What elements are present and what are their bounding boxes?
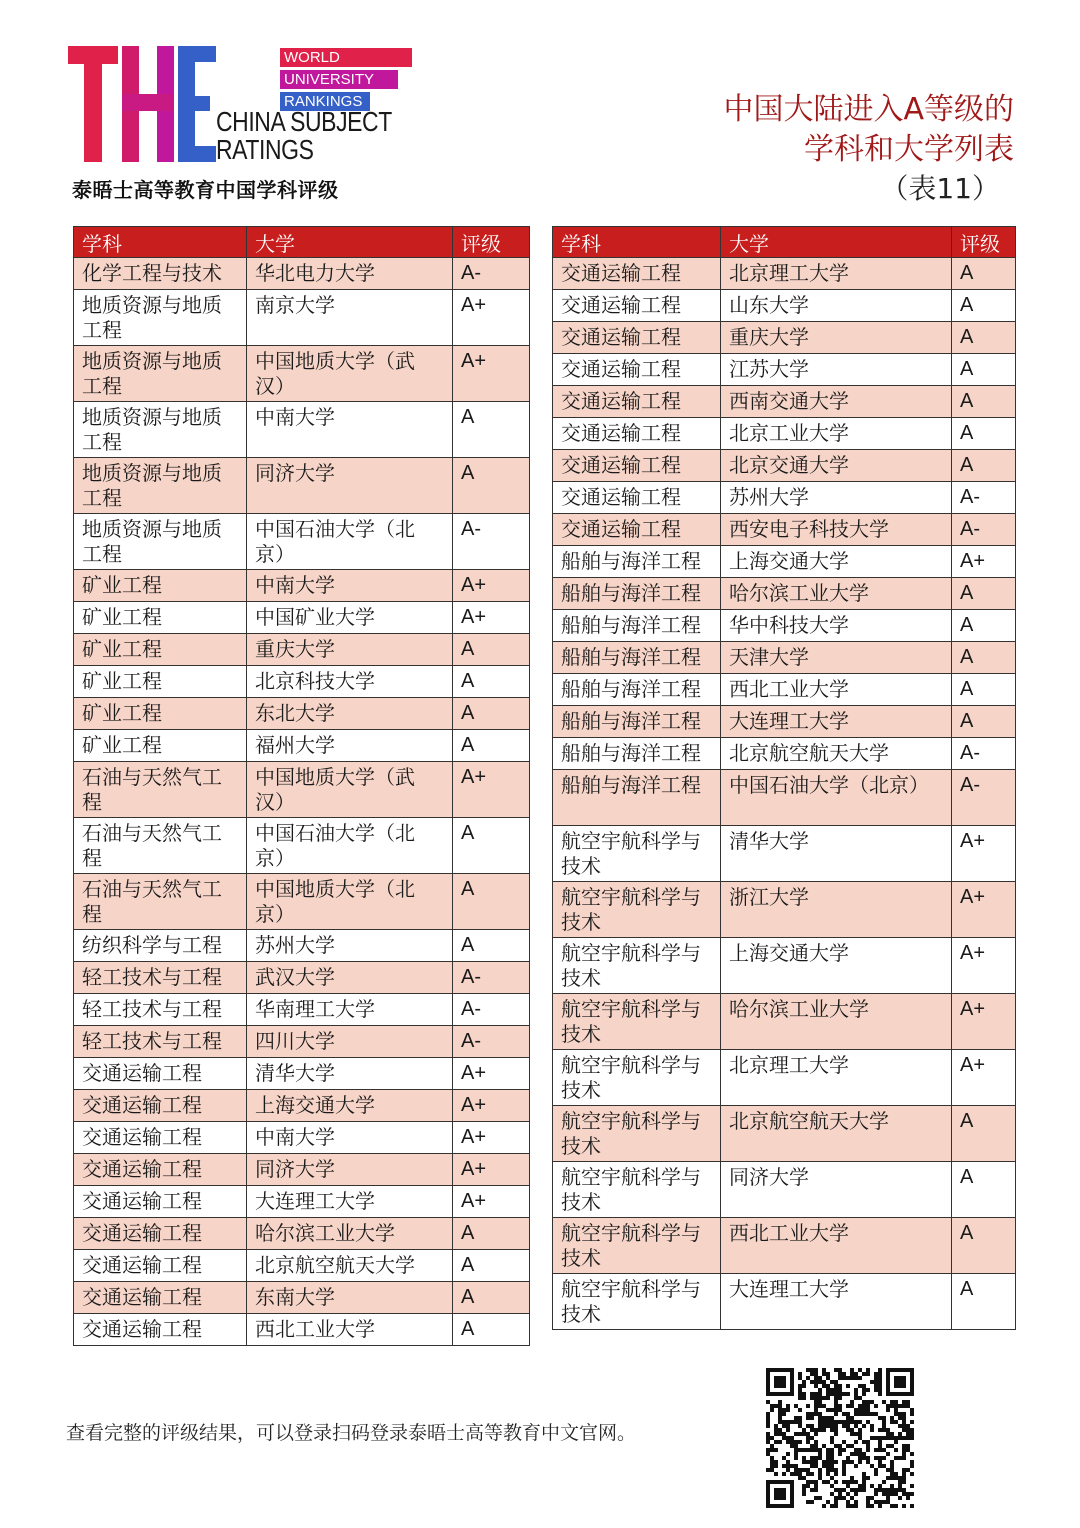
cell-rating: A: [952, 322, 1016, 354]
cell-university: 重庆大学: [721, 322, 952, 354]
table-row: [74, 402, 530, 458]
cell-university: 西南交通大学: [721, 386, 952, 418]
header-subject: 学科: [553, 227, 721, 258]
cell-rating: A: [952, 1274, 1016, 1330]
logo-subject-line1: CHINA SUBJECT: [216, 106, 392, 137]
cell-subject: 矿业工程: [74, 730, 247, 762]
cell-subject: 纺织科学与工程: [74, 930, 247, 962]
cell-subject: 交通运输工程: [74, 1122, 247, 1154]
cell-subject: 地质资源与地质工程: [74, 514, 247, 570]
cell-rating: A+: [952, 826, 1016, 882]
cell-rating: A: [453, 1314, 530, 1346]
cell-university: 北京理工大学: [721, 258, 952, 290]
cell-subject: 航空宇航科学与技术: [553, 994, 721, 1050]
table-row: [74, 874, 530, 930]
heading-line2: 学科和大学列表: [804, 132, 1014, 167]
cell-rating: A: [952, 418, 1016, 450]
cell-rating: A-: [453, 514, 530, 570]
cell-rating: A: [453, 930, 530, 962]
cell-university: 苏州大学: [721, 482, 952, 514]
cell-university: 浙江大学: [721, 882, 952, 938]
table-row: [74, 602, 530, 634]
cell-rating: A-: [952, 738, 1016, 770]
table-row: [74, 994, 530, 1026]
table-header-row: [553, 227, 1016, 258]
cell-subject: 航空宇航科学与技术: [553, 938, 721, 994]
cell-subject: 轻工技术与工程: [74, 994, 247, 1026]
table-row: [74, 1186, 530, 1218]
table-row: [74, 1058, 530, 1090]
cell-university: 东北大学: [247, 698, 453, 730]
cell-rating: A+: [952, 938, 1016, 994]
cell-rating: A+: [952, 546, 1016, 578]
cell-rating: A: [952, 290, 1016, 322]
table-row: [553, 386, 1016, 418]
cell-subject: 船舶与海洋工程: [553, 674, 721, 706]
cell-university: 哈尔滨工业大学: [721, 994, 952, 1050]
table-row: [74, 666, 530, 698]
table-row: [74, 730, 530, 762]
cell-university: 苏州大学: [247, 930, 453, 962]
table-row: [553, 418, 1016, 450]
logo-subject-line2: RATINGS: [216, 134, 314, 165]
cell-subject: 船舶与海洋工程: [553, 546, 721, 578]
cell-rating: A: [952, 1162, 1016, 1218]
table-row: [74, 514, 530, 570]
cell-university: 北京工业大学: [721, 418, 952, 450]
cell-subject: 石油与天然气工程: [74, 762, 247, 818]
cell-rating: A: [952, 354, 1016, 386]
cell-university: 大连理工大学: [721, 1274, 952, 1330]
ratings-table-right: [552, 226, 1016, 1330]
table-row: [74, 818, 530, 874]
cell-subject: 交通运输工程: [74, 1154, 247, 1186]
heading-table-number: （表11）: [880, 172, 1000, 205]
cell-subject: 交通运输工程: [553, 386, 721, 418]
cell-university: 华南理工大学: [247, 994, 453, 1026]
cell-rating: A: [453, 634, 530, 666]
cell-university: 上海交通大学: [721, 546, 952, 578]
cell-subject: 交通运输工程: [74, 1250, 247, 1282]
cell-subject: 船舶与海洋工程: [553, 642, 721, 674]
cell-university: 同济大学: [247, 1154, 453, 1186]
ratings-table-left: [73, 226, 530, 1346]
table-row: [74, 1250, 530, 1282]
table-row: [74, 458, 530, 514]
cell-subject: 地质资源与地质工程: [74, 290, 247, 346]
cell-rating: A: [952, 1106, 1016, 1162]
table-row: [553, 642, 1016, 674]
cell-subject: 地质资源与地质工程: [74, 458, 247, 514]
cell-university: 大连理工大学: [247, 1186, 453, 1218]
table-row: [74, 258, 530, 290]
cell-rating: A: [453, 666, 530, 698]
cell-rating: A-: [453, 994, 530, 1026]
cell-university: 西北工业大学: [721, 1218, 952, 1274]
cell-subject: 交通运输工程: [74, 1282, 247, 1314]
cell-rating: A+: [453, 346, 530, 402]
table-row: [553, 938, 1016, 994]
table-row: [553, 1106, 1016, 1162]
logo-chinese-title: 泰晤士高等教育中国学科评级: [72, 178, 339, 202]
table-row: [553, 610, 1016, 642]
cell-rating: A+: [952, 882, 1016, 938]
table-row: [553, 738, 1016, 770]
cell-subject: 矿业工程: [74, 634, 247, 666]
cell-university: 中南大学: [247, 1122, 453, 1154]
cell-rating: A-: [952, 482, 1016, 514]
cell-university: 中国地质大学（北京）: [247, 874, 453, 930]
cell-rating: A: [952, 450, 1016, 482]
cell-university: 中国石油大学（北京）: [247, 818, 453, 874]
cell-university: 山东大学: [721, 290, 952, 322]
table-header-row: [74, 227, 530, 258]
table-row: [553, 1218, 1016, 1274]
table-row: [553, 450, 1016, 482]
table-row: [553, 994, 1016, 1050]
cell-rating: A+: [453, 570, 530, 602]
cell-subject: 船舶与海洋工程: [553, 578, 721, 610]
cell-subject: 航空宇航科学与技术: [553, 1050, 721, 1106]
cell-rating: A: [952, 258, 1016, 290]
cell-university: 上海交通大学: [721, 938, 952, 994]
table-row: [553, 354, 1016, 386]
table-row: [74, 1218, 530, 1250]
cell-university: 中南大学: [247, 570, 453, 602]
cell-rating: A: [453, 874, 530, 930]
cell-university: 四川大学: [247, 1026, 453, 1058]
cell-rating: A: [952, 578, 1016, 610]
cell-university: 华中科技大学: [721, 610, 952, 642]
cell-university: 西北工业大学: [721, 674, 952, 706]
cell-subject: 矿业工程: [74, 570, 247, 602]
cell-subject: 航空宇航科学与技术: [553, 1274, 721, 1330]
table-row: [74, 634, 530, 666]
table-row: [553, 770, 1016, 826]
cell-subject: 化学工程与技术: [74, 258, 247, 290]
cell-rating: A+: [453, 1058, 530, 1090]
header-rating: 评级: [952, 227, 1016, 258]
cell-rating: A+: [453, 1090, 530, 1122]
cell-rating: A+: [453, 1122, 530, 1154]
header-university: 大学: [247, 227, 453, 258]
cell-subject: 航空宇航科学与技术: [553, 882, 721, 938]
table-row: [74, 1026, 530, 1058]
cell-rating: A: [453, 402, 530, 458]
cell-rating: A+: [453, 1154, 530, 1186]
the-logo: [68, 46, 398, 206]
cell-subject: 矿业工程: [74, 698, 247, 730]
cell-subject: 交通运输工程: [553, 418, 721, 450]
cell-university: 东南大学: [247, 1282, 453, 1314]
table-row: [74, 1122, 530, 1154]
cell-rating: A: [453, 818, 530, 874]
cell-rating: A: [952, 610, 1016, 642]
cell-subject: 交通运输工程: [74, 1058, 247, 1090]
cell-subject: 交通运输工程: [553, 290, 721, 322]
cell-university: 重庆大学: [247, 634, 453, 666]
table-row: [74, 1154, 530, 1186]
qr-code-icon[interactable]: [766, 1368, 914, 1508]
cell-subject: 船舶与海洋工程: [553, 738, 721, 770]
cell-university: 中国石油大学（北京）: [721, 770, 952, 826]
cell-university: 北京理工大学: [721, 1050, 952, 1106]
cell-subject: 交通运输工程: [74, 1090, 247, 1122]
table-row: [74, 1090, 530, 1122]
cell-subject: 交通运输工程: [74, 1186, 247, 1218]
cell-subject: 交通运输工程: [553, 258, 721, 290]
cell-subject: 船舶与海洋工程: [553, 706, 721, 738]
table-row: [74, 290, 530, 346]
logo-world: WORLD: [280, 48, 412, 67]
cell-rating: A: [952, 386, 1016, 418]
table-row: [553, 1274, 1016, 1330]
cell-university: 中国矿业大学: [247, 602, 453, 634]
heading-line1: 中国大陆进入A等级的: [723, 92, 1014, 127]
cell-rating: A: [453, 698, 530, 730]
table-row: [74, 762, 530, 818]
table-row: [74, 698, 530, 730]
cell-university: 北京科技大学: [247, 666, 453, 698]
cell-subject: 矿业工程: [74, 666, 247, 698]
cell-university: 清华大学: [247, 1058, 453, 1090]
cell-rating: A: [952, 642, 1016, 674]
cell-subject: 航空宇航科学与技术: [553, 1162, 721, 1218]
cell-university: 哈尔滨工业大学: [247, 1218, 453, 1250]
cell-rating: A+: [453, 762, 530, 818]
cell-subject: 交通运输工程: [74, 1314, 247, 1346]
cell-subject: 地质资源与地质工程: [74, 346, 247, 402]
table-row: [74, 570, 530, 602]
cell-university: 中国地质大学（武汉）: [247, 346, 453, 402]
cell-university: 同济大学: [247, 458, 453, 514]
cell-subject: 轻工技术与工程: [74, 1026, 247, 1058]
cell-subject: 航空宇航科学与技术: [553, 1106, 721, 1162]
cell-university: 中国地质大学（武汉）: [247, 762, 453, 818]
table-row: [553, 882, 1016, 938]
table-row: [553, 1050, 1016, 1106]
cell-subject: 地质资源与地质工程: [74, 402, 247, 458]
cell-rating: A: [952, 1218, 1016, 1274]
cell-subject: 交通运输工程: [553, 322, 721, 354]
cell-rating: A+: [453, 290, 530, 346]
cell-rating: A+: [453, 602, 530, 634]
cell-subject: 石油与天然气工程: [74, 818, 247, 874]
header-subject: 学科: [74, 227, 247, 258]
cell-subject: 交通运输工程: [553, 482, 721, 514]
cell-university: 武汉大学: [247, 962, 453, 994]
cell-university: 中南大学: [247, 402, 453, 458]
cell-rating: A+: [952, 1050, 1016, 1106]
cell-university: 同济大学: [721, 1162, 952, 1218]
cell-rating: A: [952, 706, 1016, 738]
cell-university: 北京航空航天大学: [247, 1250, 453, 1282]
cell-rating: A: [952, 674, 1016, 706]
cell-university: 南京大学: [247, 290, 453, 346]
cell-university: 上海交通大学: [247, 1090, 453, 1122]
cell-subject: 矿业工程: [74, 602, 247, 634]
table-row: [74, 930, 530, 962]
cell-university: 清华大学: [721, 826, 952, 882]
cell-university: 西北工业大学: [247, 1314, 453, 1346]
table-row: [74, 1314, 530, 1346]
logo-rankings: RANKINGS: [280, 92, 370, 111]
cell-university: 西安电子科技大学: [721, 514, 952, 546]
table-row: [553, 578, 1016, 610]
logo-subject-ratings: [216, 108, 392, 164]
cell-university: 天津大学: [721, 642, 952, 674]
page-heading: [723, 90, 1014, 208]
logo-university: UNIVERSITY: [280, 70, 398, 89]
cell-rating: A+: [952, 994, 1016, 1050]
cell-subject: 航空宇航科学与技术: [553, 826, 721, 882]
the-letters-logo: [68, 46, 218, 162]
cell-rating: A-: [952, 514, 1016, 546]
cell-subject: 船舶与海洋工程: [553, 770, 721, 826]
table-row: [553, 290, 1016, 322]
cell-subject: 船舶与海洋工程: [553, 610, 721, 642]
table-row: [553, 706, 1016, 738]
cell-university: 北京交通大学: [721, 450, 952, 482]
cell-rating: A: [453, 730, 530, 762]
table-row: [553, 826, 1016, 882]
cell-rating: A: [453, 1282, 530, 1314]
cell-rating: A+: [453, 1186, 530, 1218]
cell-university: 北京航空航天大学: [721, 1106, 952, 1162]
cell-rating: A-: [453, 1026, 530, 1058]
table-row: [553, 514, 1016, 546]
table-row: [553, 674, 1016, 706]
cell-rating: A-: [952, 770, 1016, 826]
header-university: 大学: [721, 227, 952, 258]
cell-rating: A: [453, 458, 530, 514]
cell-university: 北京航空航天大学: [721, 738, 952, 770]
footer-note: 查看完整的评级结果，可以登录扫码登录泰晤士高等教育中文官网。: [66, 1422, 637, 1444]
header-rating: 评级: [453, 227, 530, 258]
cell-subject: 交通运输工程: [553, 354, 721, 386]
table-row: [74, 962, 530, 994]
cell-university: 华北电力大学: [247, 258, 453, 290]
cell-university: 中国石油大学（北京）: [247, 514, 453, 570]
cell-subject: 航空宇航科学与技术: [553, 1218, 721, 1274]
cell-university: 哈尔滨工业大学: [721, 578, 952, 610]
cell-rating: A-: [453, 258, 530, 290]
table-row: [74, 1282, 530, 1314]
cell-rating: A: [453, 1218, 530, 1250]
cell-subject: 轻工技术与工程: [74, 962, 247, 994]
table-row: [553, 546, 1016, 578]
cell-university: 大连理工大学: [721, 706, 952, 738]
table-row: [553, 482, 1016, 514]
cell-subject: 石油与天然气工程: [74, 874, 247, 930]
table-row: [553, 258, 1016, 290]
cell-university: 江苏大学: [721, 354, 952, 386]
cell-rating: A: [453, 1250, 530, 1282]
cell-subject: 交通运输工程: [553, 450, 721, 482]
cell-university: 福州大学: [247, 730, 453, 762]
cell-subject: 交通运输工程: [74, 1218, 247, 1250]
table-row: [553, 322, 1016, 354]
table-row: [74, 346, 530, 402]
cell-rating: A-: [453, 962, 530, 994]
table-row: [553, 1162, 1016, 1218]
cell-subject: 交通运输工程: [553, 514, 721, 546]
